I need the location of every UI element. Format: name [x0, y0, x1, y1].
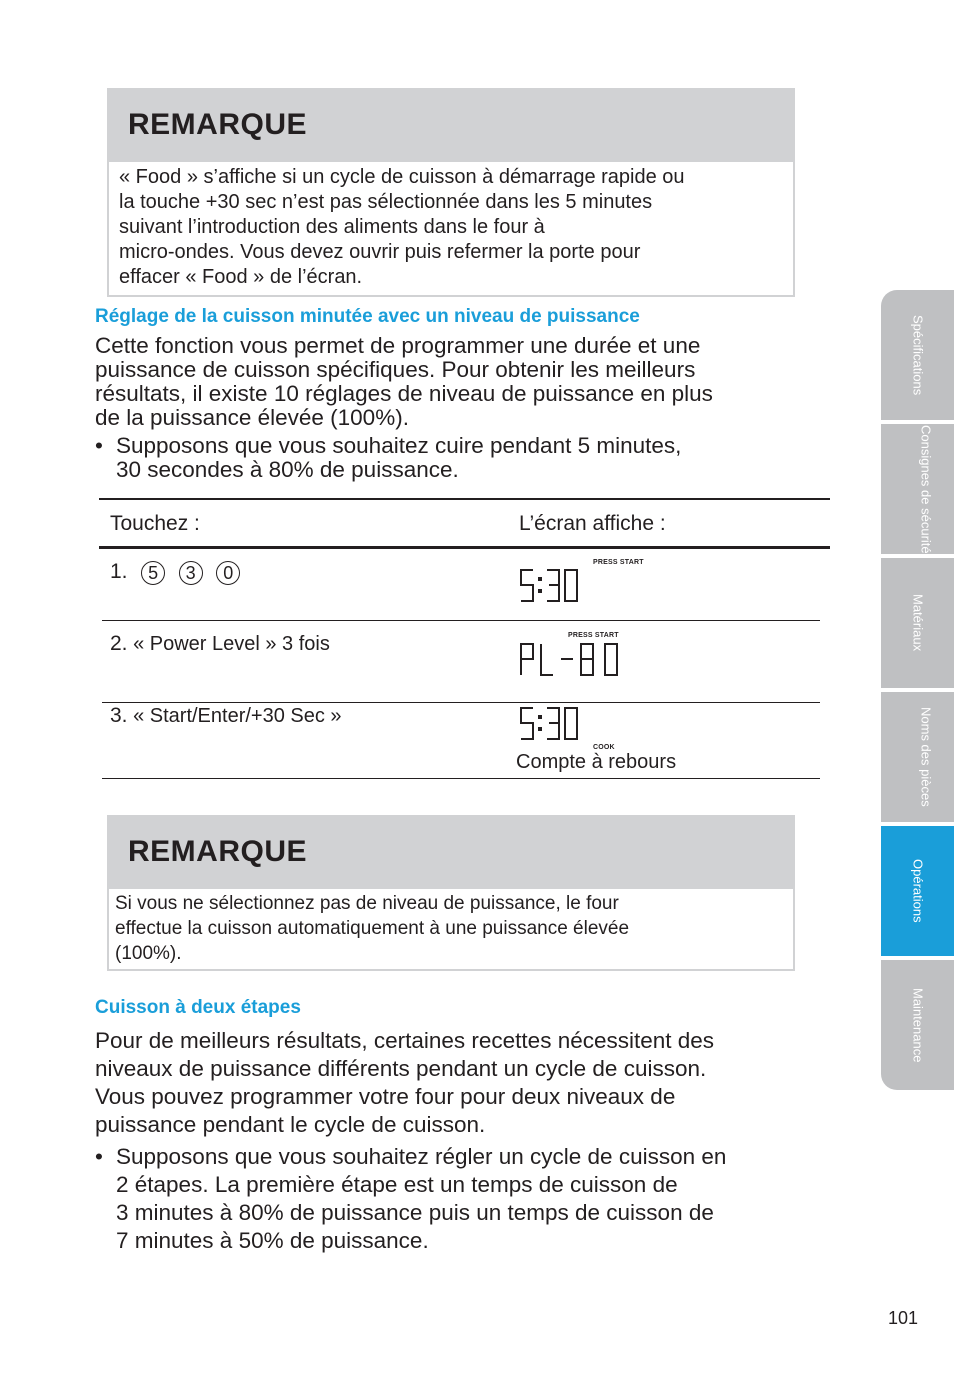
note-box-2 — [107, 815, 795, 971]
bullet-item — [95, 1143, 825, 1255]
note-title: REMARQUE — [128, 108, 308, 141]
tab-label: Spécifications — [910, 314, 926, 396]
tab-label: Consignes de sécurité — [918, 424, 934, 554]
note-line: micro-ondes. Vous devez ouvrir puis refermer la porte pour — [119, 241, 641, 263]
table-row — [110, 704, 342, 728]
paragraph-line: Vous pouvez programmer votre four pour deux niveaux de — [95, 1084, 676, 1109]
step-number: 3. — [110, 704, 128, 727]
note-header — [109, 817, 793, 889]
tab-maintenance[interactable] — [881, 960, 954, 1090]
step-action: « Power Level » 3 fois — [133, 633, 330, 655]
paragraph-line: Cette fonction vous permet de programmer une durée et une — [95, 333, 701, 358]
bullet-line: Supposons que vous souhaitez régler un cycle de cuisson en — [116, 1144, 727, 1169]
note-line: effacer « Food » de l’écran. — [119, 266, 363, 288]
row-divider — [102, 620, 820, 621]
table-header-touch: Touchez : — [110, 512, 200, 535]
bullet-dot: • — [95, 1144, 103, 1169]
row-divider — [102, 702, 820, 703]
tab-label: Matériaux — [910, 594, 926, 652]
paragraph-line: puissance pendant le cycle de cuisson. — [95, 1112, 486, 1137]
table-bottom-rule — [102, 778, 820, 779]
table-header-rule — [99, 546, 830, 549]
display-caption: Compte à rebours — [516, 751, 677, 773]
lcd-display-5-30 — [519, 706, 589, 742]
bullet-line: 30 secondes à 80% de puissance. — [116, 457, 459, 482]
bullet-line: 7 minutes à 50% de puissance. — [116, 1228, 429, 1253]
step-number: 1. — [110, 560, 128, 583]
table-header-display: L’écran affiche : — [519, 512, 666, 535]
paragraph-line: niveaux de puissance différents pendant un cycle de cuisson. — [95, 1056, 707, 1081]
step-number: 2. — [110, 632, 128, 655]
bullet-line: 2 étapes. La première étape est un temps de cuisson de — [116, 1172, 678, 1197]
paragraph-line: résultats, il existe 10 réglages de niveau de puissance en plus — [95, 381, 713, 406]
bullet-dot: • — [95, 433, 103, 458]
section-heading: Réglage de la cuisson minutée avec un niveau de puissance — [95, 306, 640, 327]
note-title: REMARQUE — [128, 835, 308, 868]
tab-specifications[interactable] — [881, 290, 954, 420]
section-paragraph — [95, 334, 820, 430]
tab-parts[interactable] — [881, 692, 954, 822]
table-row — [110, 560, 240, 585]
tab-label: Opérations — [910, 859, 926, 923]
section-heading: Cuisson à deux étapes — [95, 997, 301, 1018]
lcd-display-pl-80 — [519, 642, 623, 678]
note-body — [109, 162, 793, 293]
note-box-1 — [107, 88, 795, 297]
note-header — [109, 90, 793, 162]
paragraph-line: de la puissance élevée (100%). — [95, 405, 409, 430]
bullet-item — [95, 434, 825, 482]
step-action: « Start/Enter/+30 Sec » — [133, 705, 342, 727]
note-line: (100%). — [115, 943, 182, 964]
display-indicator: PRESS START — [593, 559, 644, 566]
note-line: effectue la cuisson automatiquement à une puissance élevée — [115, 918, 630, 939]
lcd-display-5-30 — [519, 568, 589, 604]
bullet-line: Supposons que vous souhaitez cuire pendant 5 minutes, — [116, 433, 682, 458]
display-indicator: PRESS START — [568, 632, 619, 639]
tab-safety[interactable] — [881, 424, 954, 554]
note-line: la touche +30 sec n’est pas sélectionnée dans les 5 minutes — [119, 191, 653, 213]
tab-operations[interactable] — [881, 826, 954, 956]
key-5-icon: 5 — [141, 561, 165, 585]
key-0-icon: 0 — [216, 561, 240, 585]
tab-label: Maintenance — [910, 987, 926, 1063]
key-3-icon: 3 — [179, 561, 203, 585]
paragraph-line: puissance de cuisson spécifiques. Pour obtenir les meilleurs — [95, 357, 696, 382]
table-row — [110, 632, 330, 656]
tab-label: Noms des pièces — [918, 707, 934, 807]
bullet-line: 3 minutes à 80% de puissance puis un temps de cuisson de — [116, 1200, 714, 1225]
tab-materials[interactable] — [881, 558, 954, 688]
table-top-rule — [99, 498, 830, 500]
note-line: « Food » s’affiche si un cycle de cuisson à démarrage rapide ou — [119, 166, 685, 188]
note-line: suivant l’introduction des aliments dans le four à — [119, 216, 545, 238]
note-body — [109, 889, 793, 968]
section-paragraph — [95, 1027, 825, 1139]
section-tabs — [881, 290, 954, 1090]
page-number: 101 — [888, 1308, 919, 1328]
note-line: Si vous ne sélectionnez pas de niveau de puissance, le four — [115, 893, 619, 914]
paragraph-line: Pour de meilleurs résultats, certaines recettes nécessitent des — [95, 1028, 715, 1053]
display-indicator: COOK — [593, 744, 615, 751]
